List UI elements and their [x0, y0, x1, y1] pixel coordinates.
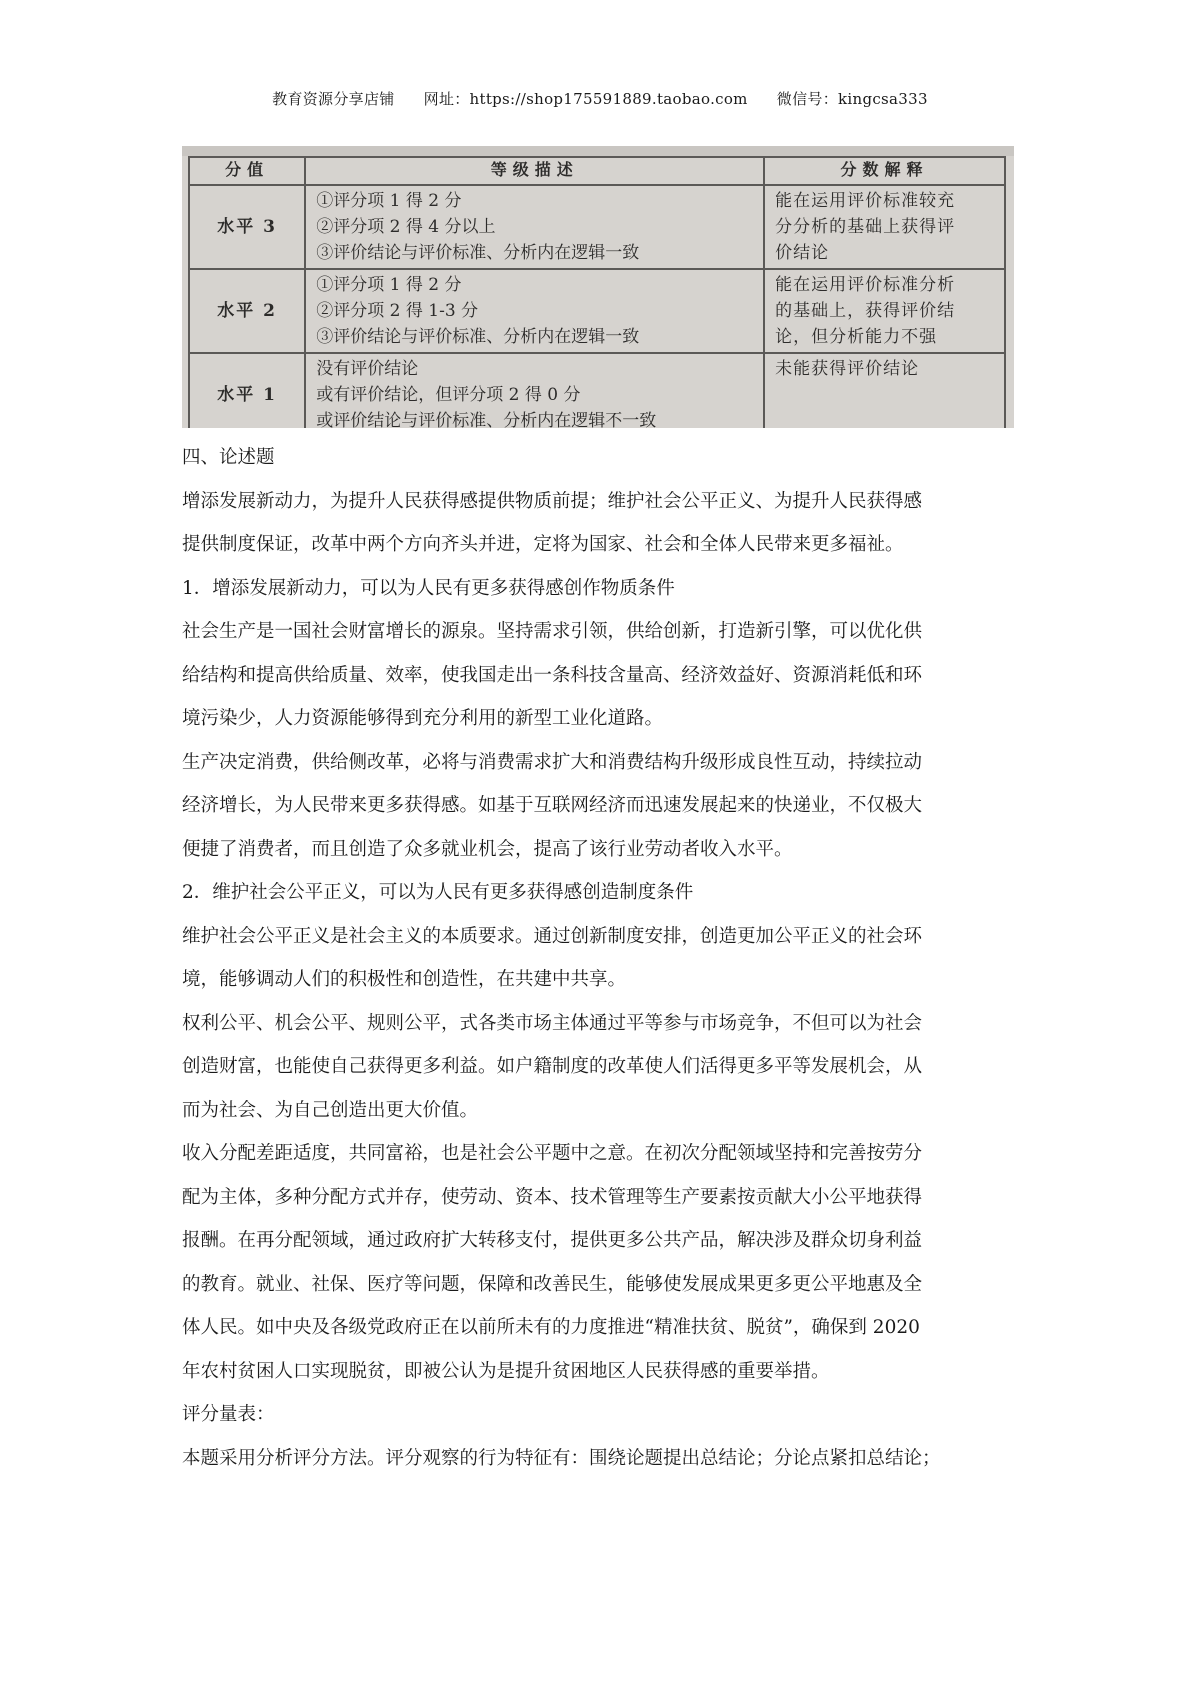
subheading: 1．增添发展新动力，可以为人民有更多获得感创作物质条件 [182, 577, 675, 599]
expl-line: 能在运用评价标准较充 [775, 191, 956, 211]
col-desc-header: 等级描述 [305, 157, 764, 185]
rubric-label: 评分量表： [182, 1404, 275, 1425]
photo-top-strip [182, 146, 1014, 156]
desc-line: ②评分项 2 得 4 分以上 [316, 217, 496, 237]
rubric-row-level-1 [189, 353, 1005, 428]
paragraph-line: 境污染少，人力资源能够得到充分利用的新型工业化道路。 [182, 708, 664, 729]
paragraph-line: 报酬。在再分配领域，通过政府扩大转移支付，提供更多公共产品，解决涉及群众切身利益 [182, 1230, 923, 1251]
subheading: 2．维护社会公平正义，可以为人民有更多获得感创造制度条件 [182, 882, 694, 903]
paragraph-line: 年农村贫困人口实现脱贫，即被公认为是提升贫困地区人民获得感的重要举措。 [182, 1360, 830, 1382]
level-description [305, 353, 764, 428]
desc-line: 没有评价结论 [316, 359, 419, 379]
desc-line: ①评分项 1 得 2 分 [316, 191, 462, 211]
section-heading: 四、论述题 [182, 447, 275, 468]
document-body [182, 436, 1032, 1480]
paragraph-line: 便捷了消费者，而且创造了众多就业机会，提高了该行业劳动者收入水平。 [182, 838, 793, 860]
level-label: 水平 1 [189, 353, 305, 428]
rubric-photo [182, 146, 1014, 428]
paragraph-line: 本题采用分析评分方法。评分观察的行为特征有：围绕论题提出总结论；分论点紧扣总结论； [182, 1447, 941, 1469]
paragraph-line: 配为主体，多种分配方式并存，使劳动、资本、技术管理等生产要素按贡献大小公平地获得 [182, 1186, 923, 1208]
score-explanation [764, 269, 1005, 353]
score-explanation [764, 353, 1005, 428]
page-header [0, 88, 1200, 109]
paragraph-line: 经济增长，为人民带来更多获得感。如基于互联网经济而迅速发展起来的快递业，不仅极大 [182, 795, 923, 816]
desc-line: ③评价结论与评价标准、分析内在逻辑一致 [316, 327, 640, 347]
expl-line: 论，但分析能力不强 [775, 327, 938, 347]
desc-line: 或有评价结论，但评分项 2 得 0 分 [316, 385, 581, 405]
desc-line: ②评分项 2 得 1-3 分 [316, 301, 479, 321]
level-description [305, 185, 764, 269]
shop-url: 网址：https://shop175591889.taobao.com [423, 90, 748, 108]
desc-line: ③评价结论与评价标准、分析内在逻辑一致 [316, 243, 640, 263]
rubric-row-level-3 [189, 185, 1005, 269]
rubric-table [188, 156, 1006, 428]
score-explanation [764, 185, 1005, 269]
paragraph-line: 体人民。如中央及各级党政府正在以前所未有的力度推进“精准扶贫、脱贫”，确保到 2020 [182, 1317, 920, 1338]
level-label: 水平 3 [189, 185, 305, 269]
rubric-header-row [189, 157, 1005, 185]
paragraph-line: 境，能够调动人们的积极性和创造性，在共建中共享。 [182, 969, 627, 990]
paragraph-line: 而为社会、为自己创造出更大价值。 [182, 1099, 479, 1121]
desc-line: ①评分项 1 得 2 分 [316, 275, 462, 295]
paragraph-line: 收入分配差距适度，共同富裕，也是社会公平题中之意。在初次分配领域坚持和完善按劳分 [182, 1143, 923, 1164]
level-description [305, 269, 764, 353]
rubric-row-level-2 [189, 269, 1005, 353]
paragraph-line: 提供制度保证，改革中两个方向齐头并进，定将为国家、社会和全体人民带来更多福祉。 [182, 534, 904, 555]
shop-name: 教育资源分享店铺 [272, 90, 395, 108]
paragraph-line: 的教育。就业、社保、医疗等问题，保障和改善民生，能够使发展成果更多更公平地惠及全 [182, 1273, 923, 1295]
wechat-id: 微信号：kingcsa333 [776, 90, 928, 108]
paragraph-line: 权利公平、机会公平、规则公平，式各类市场主体通过平等参与市场竞争，不但可以为社会 [182, 1012, 923, 1034]
paragraph-line: 生产决定消费，供给侧改革，必将与消费需求扩大和消费结构升级形成良性互动，持续拉动 [182, 751, 923, 773]
expl-line: 价结论 [775, 243, 830, 263]
paragraph-line: 增添发展新动力，为提升人民获得感提供物质前提；维护社会公平正义、为提升人民获得感 [182, 490, 923, 512]
desc-line: 或评价结论与评价标准、分析内在逻辑不一致 [316, 411, 657, 428]
col-expl-header: 分数解释 [764, 157, 1005, 185]
expl-line: 能在运用评价标准分析 [775, 275, 956, 295]
expl-line: 的基础上，获得评价结 [775, 301, 956, 321]
paragraph-line: 给结构和提高供给质量、效率，使我国走出一条科技含量高、经济效益好、资源消耗低和环 [182, 664, 923, 686]
paragraph-line: 维护社会公平正义是社会主义的本质要求。通过创新制度安排，创造更加公平正义的社会环 [182, 925, 923, 947]
level-label: 水平 2 [189, 269, 305, 353]
expl-line: 分分析的基础上获得评 [775, 217, 956, 237]
col-score-header: 分值 [189, 157, 305, 185]
paragraph-line: 社会生产是一国社会财富增长的源泉。坚持需求引领，供给创新，打造新引擎，可以优化供 [182, 621, 923, 642]
paragraph-line: 创造财富，也能使自己获得更多利益。如户籍制度的改革使人们活得更多平等发展机会，从 [182, 1056, 923, 1077]
expl-line: 未能获得评价结论 [775, 359, 920, 379]
